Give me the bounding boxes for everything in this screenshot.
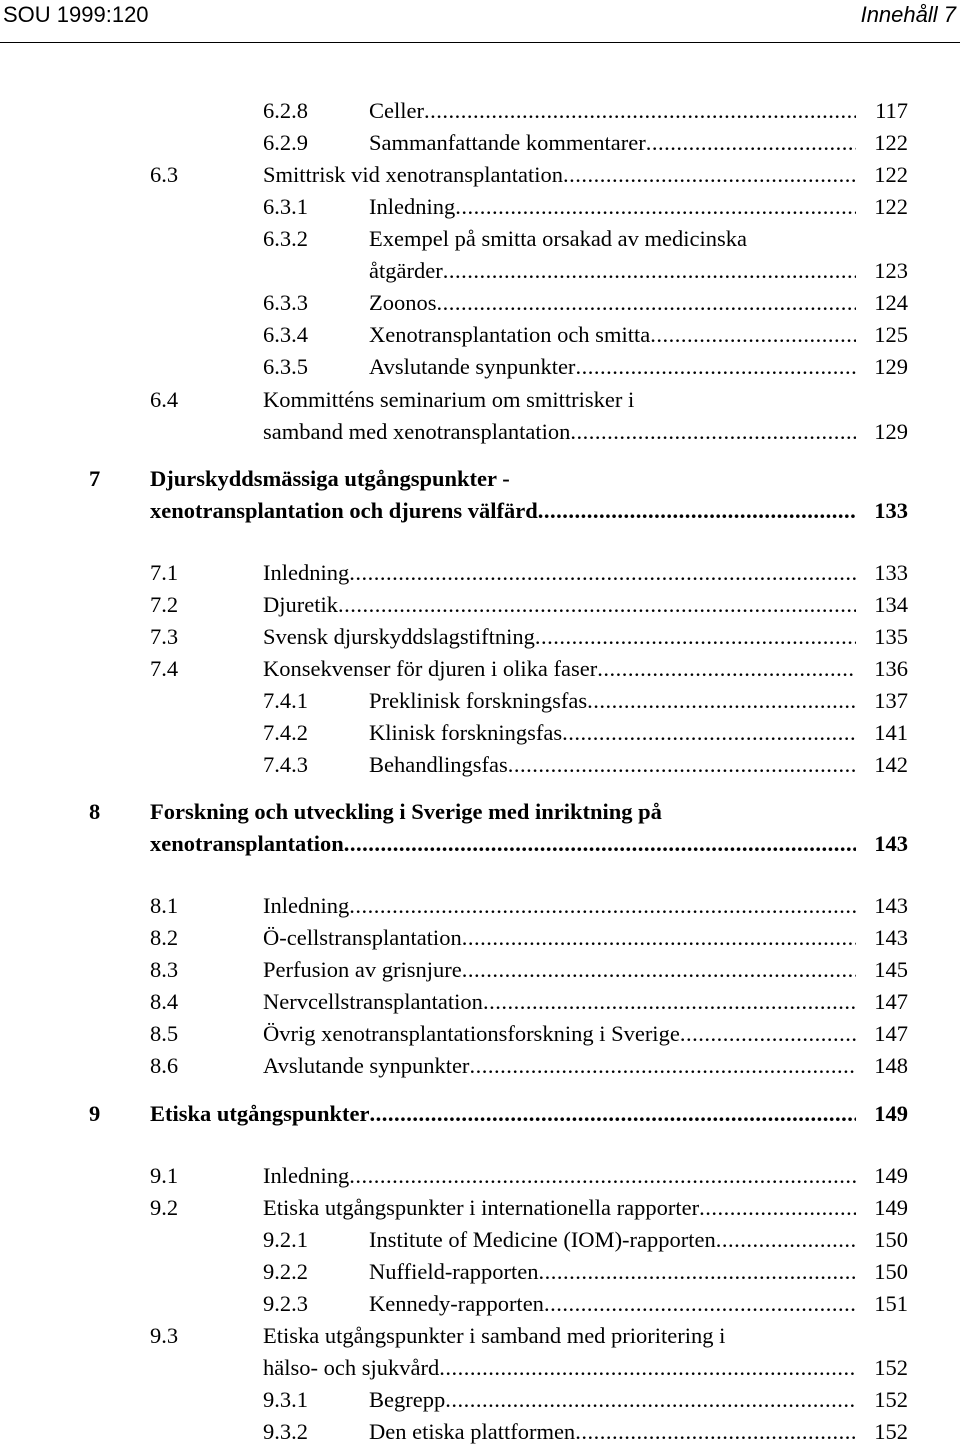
toc-entry-title: Inledning — [263, 1163, 350, 1188]
toc-page-number: 143 — [874, 831, 908, 856]
toc-dot-leader — [462, 955, 856, 985]
toc-dot-leader — [575, 352, 856, 382]
toc-entry[interactable] — [0, 320, 908, 350]
toc-dot-leader — [349, 891, 856, 921]
toc-page-number: 147 — [874, 1021, 908, 1046]
toc-chapter-entry[interactable] — [0, 496, 908, 526]
toc-entry[interactable] — [0, 590, 908, 620]
toc-entry-number: 8.4 — [150, 989, 179, 1014]
page-section-label: Innehåll 7 — [860, 2, 956, 27]
toc-entry-title: Sammanfattande kommentarer — [369, 130, 646, 155]
toc-page-number: 134 — [874, 592, 908, 617]
toc-dot-leader — [349, 558, 856, 588]
toc-chapter-entry[interactable] — [0, 797, 908, 827]
toc-dot-leader — [544, 1289, 856, 1319]
toc-page-number: 150 — [874, 1259, 908, 1284]
toc-dot-leader — [445, 1385, 856, 1415]
toc-entry-title: Nuffield-rapporten — [369, 1259, 539, 1284]
toc-entry-number: 9.3.1 — [263, 1387, 308, 1412]
toc-entry-number: 7.4.3 — [263, 752, 308, 777]
toc-entry[interactable] — [0, 1051, 908, 1081]
toc-page-number: 135 — [874, 624, 908, 649]
toc-entry[interactable] — [0, 750, 908, 780]
toc-entry-title: Celler — [369, 98, 424, 123]
toc-entry-number: 8.3 — [150, 957, 179, 982]
toc-entry-number: 9.2.1 — [263, 1227, 308, 1252]
toc-entry-title: xenotransplantation — [150, 831, 344, 856]
toc-entry-number: 8.1 — [150, 893, 179, 918]
toc-entry[interactable] — [0, 1161, 908, 1191]
toc-page-number: 125 — [874, 322, 908, 347]
toc-entry-title: Övrig xenotransplantationsforskning i Sverige — [263, 1021, 680, 1046]
toc-entry-title: Kennedy-rapporten — [369, 1291, 544, 1316]
toc-entry-number: 8 — [89, 799, 101, 824]
toc-entry[interactable] — [0, 417, 908, 447]
toc-entry[interactable] — [0, 1225, 908, 1255]
toc-entry-number: 8.2 — [150, 925, 179, 950]
toc-entry-number: 9.1 — [150, 1163, 179, 1188]
toc-dot-leader — [597, 654, 856, 684]
toc-dot-leader — [562, 718, 856, 748]
toc-chapter-entry[interactable] — [0, 1099, 908, 1129]
toc-entry-title: xenotransplantation och djurens välfärd — [150, 498, 538, 523]
toc-dot-leader — [680, 1019, 856, 1049]
toc-page-number: 122 — [874, 130, 908, 155]
toc-entry[interactable] — [0, 224, 908, 254]
toc-entry-title: Institute of Medicine (IOM)-rapporten — [369, 1227, 716, 1252]
toc-dot-leader — [538, 496, 856, 526]
page-header — [0, 0, 960, 44]
toc-entry-number: 9 — [89, 1101, 101, 1126]
toc-entry[interactable] — [0, 718, 908, 748]
toc-page-number: 117 — [875, 98, 908, 123]
toc-entry-number: 6.2.9 — [263, 130, 308, 155]
toc-entry[interactable] — [0, 558, 908, 588]
toc-entry[interactable] — [0, 1353, 908, 1383]
toc-entry-title: Preklinisk forskningsfas — [369, 688, 588, 713]
toc-entry-title: Ö-cellstransplantation — [263, 925, 462, 950]
toc-entry-title: Etiska utgångspunkter i internationella rapporter — [263, 1195, 700, 1220]
toc-entry[interactable] — [0, 923, 908, 953]
toc-entry-number: 6.3 — [150, 162, 179, 187]
toc-dot-leader — [443, 256, 856, 286]
toc-dot-leader — [535, 622, 856, 652]
toc-entry[interactable] — [0, 1289, 908, 1319]
toc-dot-leader — [349, 1161, 856, 1191]
toc-entry-title: Inledning — [263, 893, 350, 918]
toc-entry-title: Avslutande synpunkter — [263, 1053, 470, 1078]
toc-entry-title: åtgärder — [369, 258, 443, 283]
toc-entry-number: 9.2 — [150, 1195, 179, 1220]
toc-page-number: 124 — [874, 290, 908, 315]
toc-entry-title: hälso- och sjukvård — [263, 1355, 440, 1380]
toc-dot-leader — [469, 1051, 856, 1081]
toc-entry-number: 9.2.3 — [263, 1291, 308, 1316]
toc-entry-number: 7.4.2 — [263, 720, 308, 745]
toc-page-number: 137 — [874, 688, 908, 713]
toc-dot-leader — [508, 750, 856, 780]
toc-entry[interactable] — [0, 891, 908, 921]
toc-entry[interactable] — [0, 1385, 908, 1415]
toc-entry-title: Xenotransplantation och smitta — [369, 322, 651, 347]
toc-entry-number: 6.4 — [150, 387, 179, 412]
toc-dot-leader — [369, 1099, 856, 1129]
toc-page-number: 129 — [874, 354, 908, 379]
header-divider — [0, 42, 960, 43]
toc-entry-title: Konsekvenser för djuren i olika faser — [263, 656, 598, 681]
toc-entry-title: Den etiska plattformen — [369, 1419, 576, 1444]
toc-entry[interactable] — [0, 1019, 908, 1049]
toc-entry-title: Kommitténs seminarium om smittrisker i — [263, 387, 635, 412]
toc-entry[interactable] — [0, 622, 908, 652]
toc-dot-leader — [587, 686, 856, 716]
toc-chapter-entry[interactable] — [0, 829, 908, 859]
toc-dot-leader — [437, 288, 857, 318]
toc-dot-leader — [424, 96, 856, 126]
toc-entry-number: 9.3.2 — [263, 1419, 308, 1444]
toc-entry-number: 6.3.1 — [263, 194, 308, 219]
toc-entry-number: 8.6 — [150, 1053, 179, 1078]
toc-entry-title: samband med xenotransplantation — [263, 419, 571, 444]
toc-dot-leader — [570, 417, 856, 447]
toc-entry-number: 7.1 — [150, 560, 179, 585]
toc-entry-title: Begrepp — [369, 1387, 446, 1412]
toc-entry-number: 7.4 — [150, 656, 179, 681]
toc-entry-number: 9.2.2 — [263, 1259, 308, 1284]
toc-entry-title: Svensk djurskyddslagstiftning — [263, 624, 535, 649]
toc-entry-number: 7.4.1 — [263, 688, 308, 713]
toc-entry-title: Nervcellstransplantation — [263, 989, 483, 1014]
toc-entry[interactable] — [0, 987, 908, 1017]
toc-entry-title: Exempel på smitta orsakad av medicinska — [369, 226, 748, 251]
toc-entry-title: Zoonos — [369, 290, 437, 315]
toc-page-number: 141 — [874, 720, 908, 745]
toc-entry-number: 8.5 — [150, 1021, 179, 1046]
toc-dot-leader — [455, 192, 856, 222]
toc-page-number: 152 — [874, 1387, 908, 1412]
toc-dot-leader — [646, 128, 856, 158]
toc-dot-leader — [699, 1193, 856, 1223]
toc-entry[interactable] — [0, 686, 908, 716]
toc-entry[interactable] — [0, 352, 908, 382]
toc-entry[interactable] — [0, 288, 908, 318]
toc-dot-leader — [483, 987, 856, 1017]
toc-entry-title: Klinisk forskningsfas — [369, 720, 563, 745]
toc-entry-title: Behandlingsfas — [369, 752, 508, 777]
toc-page-number: 123 — [874, 258, 908, 283]
toc-page-number: 122 — [874, 162, 908, 187]
toc-entry-title: Forskning och utveckling i Sverige med inriktning på — [150, 799, 662, 824]
toc-dot-leader — [650, 320, 856, 350]
toc-page-number: 148 — [874, 1053, 908, 1078]
toc-dot-leader — [462, 923, 856, 953]
toc-entry-title: Inledning — [369, 194, 456, 219]
toc-page-number: 149 — [874, 1195, 908, 1220]
toc-entry[interactable] — [0, 160, 908, 190]
toc-page-number: 143 — [874, 925, 908, 950]
toc-entry-number: 6.3.4 — [263, 322, 308, 347]
toc-entry-title: Djuretik — [263, 592, 338, 617]
toc-entry-number: 6.3.2 — [263, 226, 308, 251]
toc-entry-number: 6.2.8 — [263, 98, 308, 123]
document-reference: SOU 1999:120 — [3, 2, 149, 27]
toc-entry-number: 7 — [89, 466, 101, 491]
toc-entry[interactable] — [0, 385, 908, 415]
toc-page-number: 149 — [874, 1101, 908, 1126]
toc-entry[interactable] — [0, 96, 908, 126]
toc-dot-leader — [344, 829, 856, 859]
toc-entry-number: 6.3.5 — [263, 354, 308, 379]
toc-page-number: 142 — [874, 752, 908, 777]
toc-page-number: 143 — [874, 893, 908, 918]
toc-entry-title: Inledning — [263, 560, 350, 585]
toc-entry[interactable] — [0, 192, 908, 222]
toc-dot-leader — [439, 1353, 856, 1383]
toc-entry-number: 7.3 — [150, 624, 179, 649]
toc-entry[interactable] — [0, 256, 908, 286]
toc-dot-leader — [563, 160, 856, 190]
toc-dot-leader — [539, 1257, 856, 1287]
toc-entry[interactable] — [0, 1193, 908, 1223]
toc-page-number: 133 — [874, 498, 908, 523]
toc-entry-number: 9.3 — [150, 1323, 179, 1348]
toc-entry[interactable] — [0, 1321, 908, 1351]
toc-entry-title: Djurskyddsmässiga utgångspunkter - — [150, 466, 510, 491]
toc-dot-leader — [575, 1417, 856, 1447]
toc-entry-number: 7.2 — [150, 592, 179, 617]
toc-page-number: 122 — [874, 194, 908, 219]
toc-entry-title: Perfusion av grisnjure — [263, 957, 462, 982]
toc-dot-leader — [716, 1225, 856, 1255]
toc-entry[interactable] — [0, 1257, 908, 1287]
toc-dot-leader — [338, 590, 856, 620]
toc-entry-title: Etiska utgångspunkter — [150, 1101, 370, 1126]
toc-page-number: 152 — [874, 1355, 908, 1380]
toc-page-number: 145 — [874, 957, 908, 982]
toc-page-number: 151 — [874, 1291, 908, 1316]
toc-entry[interactable] — [0, 1417, 908, 1447]
toc-page-number: 147 — [874, 989, 908, 1014]
toc-page-number: 152 — [874, 1419, 908, 1444]
toc-entry[interactable] — [0, 654, 908, 684]
toc-entry[interactable] — [0, 128, 908, 158]
toc-entry[interactable] — [0, 955, 908, 985]
toc-entry-title: Smittrisk vid xenotransplantation — [263, 162, 563, 187]
toc-page-number: 129 — [874, 419, 908, 444]
toc-entry-title: Avslutande synpunkter — [369, 354, 576, 379]
toc-chapter-entry[interactable] — [0, 464, 908, 494]
toc-page-number: 149 — [874, 1163, 908, 1188]
toc-page-number: 133 — [874, 560, 908, 585]
toc-entry-number: 6.3.3 — [263, 290, 308, 315]
toc-page-number: 150 — [874, 1227, 908, 1252]
toc-entry-title: Etiska utgångspunkter i samband med prioritering i — [263, 1323, 726, 1348]
toc-page-number: 136 — [874, 656, 908, 681]
